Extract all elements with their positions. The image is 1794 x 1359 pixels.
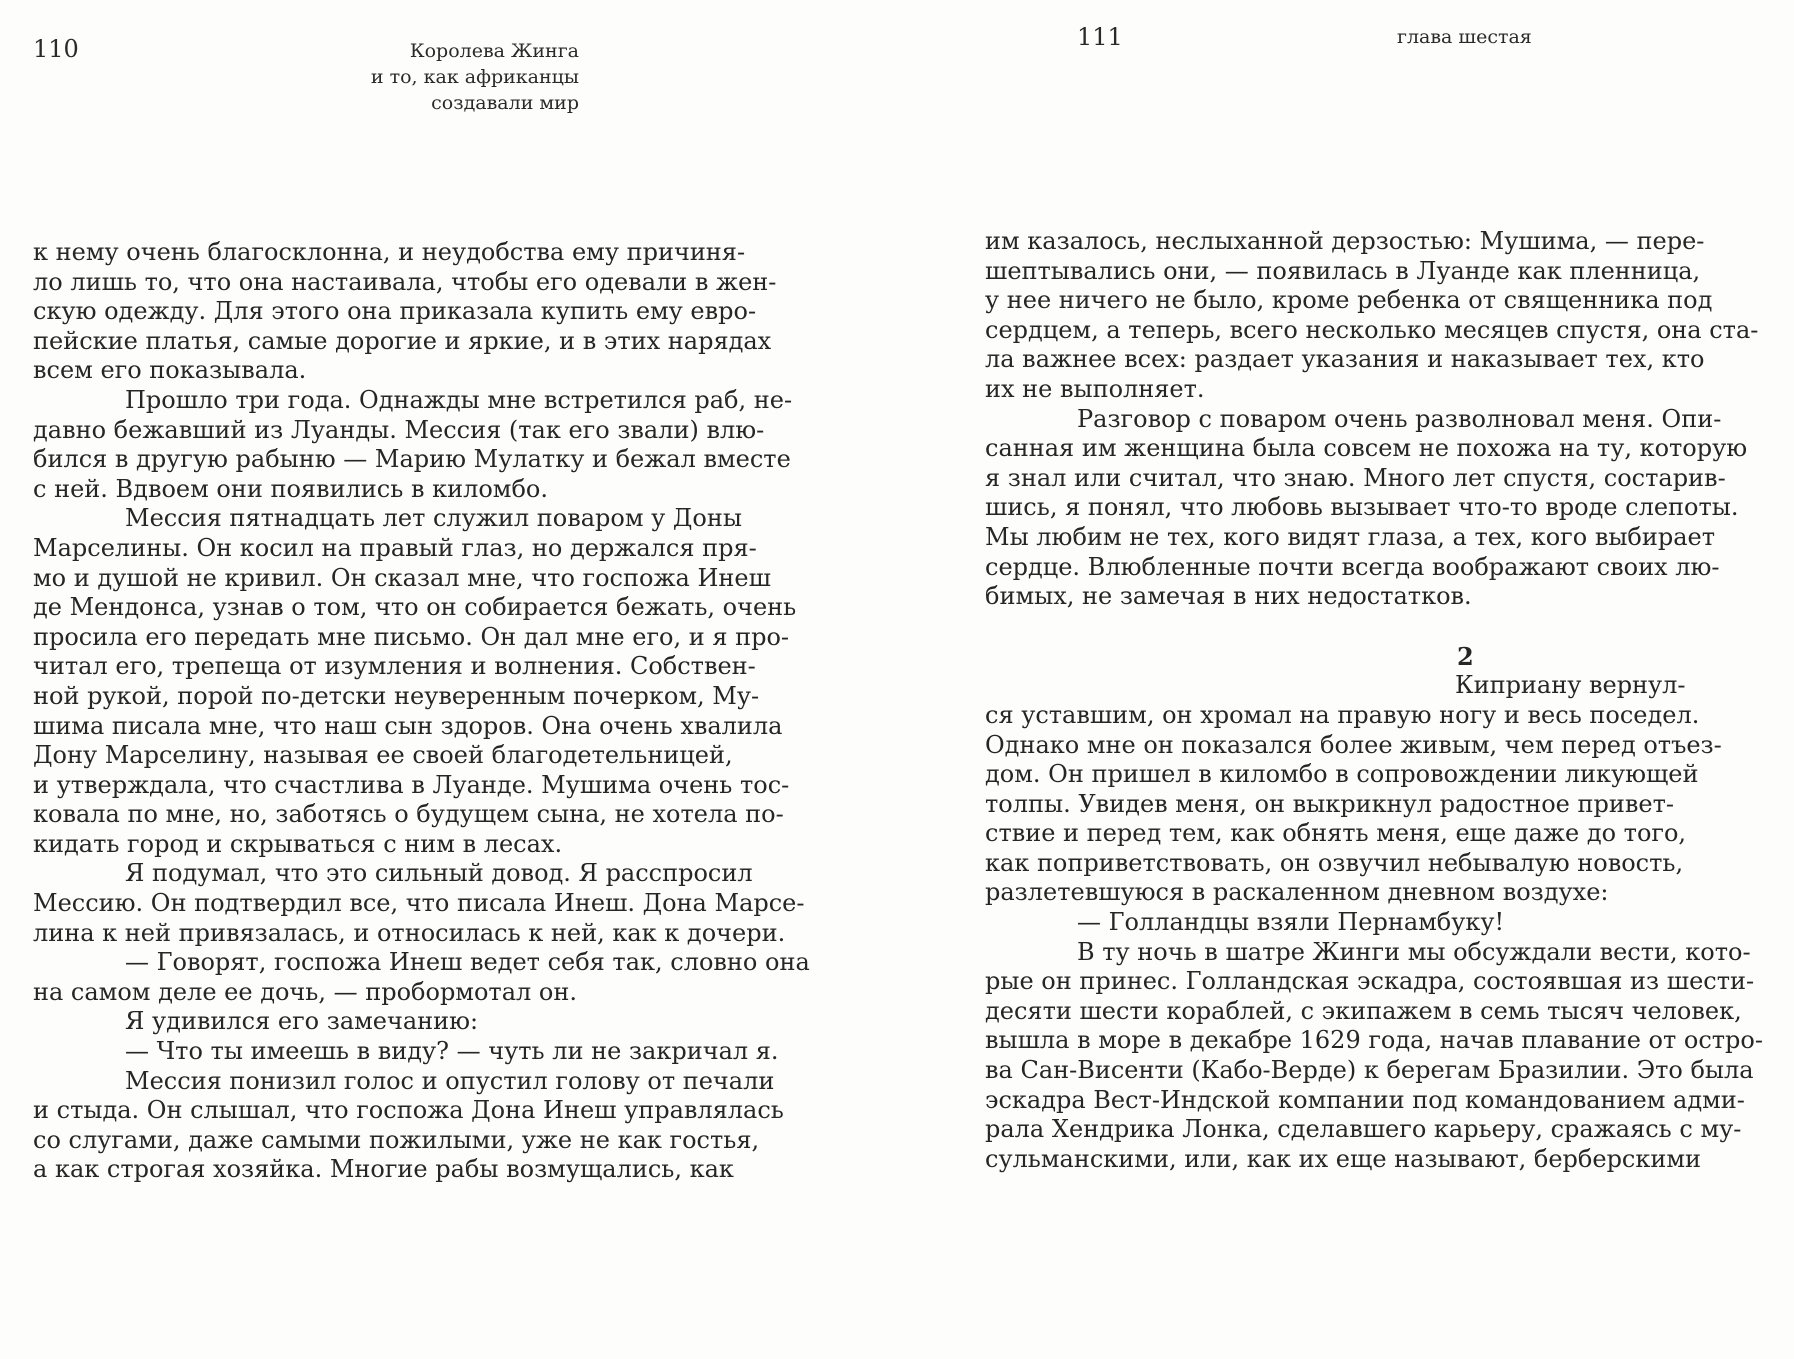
text-line: толпы. Увидев меня, он выкрикнул радостное привет- <box>985 789 1674 818</box>
text-line: у нее ничего не было, кроме ребенка от священника под <box>985 286 1713 315</box>
text-line: сердцем, а теперь, всего несколько месяцев спустя, она ста- <box>985 315 1759 344</box>
text-line: всем его показывала. <box>33 356 307 385</box>
text-line: Мессия пятнадцать лет служил поваром у Доны <box>125 504 742 533</box>
text-line: де Мендонса, узнав о том, что он собирается бежать, очень <box>33 593 797 622</box>
text-line: — Говорят, госпожа Инеш ведет себя так, словно она <box>125 948 810 977</box>
text-line: пейские платья, самые дорогие и яркие, и в этих нарядах <box>33 326 772 355</box>
text-line: Мессия понизил голос и опустил голову от печали <box>125 1066 775 1095</box>
text-line: сульманскими, или, как их еще называют, берберскими <box>985 1144 1702 1173</box>
text-line: сердце. Влюбленные почти всегда воображают своих лю- <box>985 552 1720 581</box>
text-line: к нему очень благосклонна, и неудобства ему причиня- <box>33 238 746 266</box>
text-line: лина к ней привязалась, и относилась к ней, как к дочери. <box>33 918 786 947</box>
left-body-text <box>33 238 823 1185</box>
text-line: — Голландцы взяли Пернамбуку! <box>1077 908 1505 937</box>
text-line: вышла в море в декабре 1629 года, начав плавание от остро- <box>985 1026 1763 1055</box>
text-line: ва Сан-Висенти (Кабо-Верде) к берегам Бразилии. Это была <box>985 1056 1754 1085</box>
text-line: — Что ты имеешь в виду? — чуть ли не закричал я. <box>125 1037 779 1066</box>
text-line: Я подумал, что это сильный довод. Я расспросил <box>125 859 753 888</box>
text-line: Прошло три года. Однажды мне встретился раб, не- <box>125 385 793 414</box>
running-head-line: Королева Жинга <box>409 40 579 62</box>
text-line: десяти шести кораблей, с экипажем в семь тысяч человек, <box>985 996 1742 1025</box>
text-line: их не выполняет. <box>985 374 1205 403</box>
text-line: ла важнее всех: раздает указания и наказывает тех, кто <box>985 345 1705 374</box>
running-head-left <box>371 38 579 116</box>
text-line: Марселины. Он косил на правый глаз, но держался пря- <box>33 533 757 562</box>
text-line: ло лишь то, что она настаивала, чтобы его одевали в жен- <box>33 267 777 296</box>
text-line: дом. Он пришел в киломбо в сопровождении ликующей <box>985 760 1699 789</box>
right-body-text <box>985 227 1775 1174</box>
text-line: со слугами, даже самыми пожилыми, уже не как гостья, <box>33 1125 760 1154</box>
text-line: им казалось, неслыханной дерзостью: Мушима, — пере- <box>985 227 1705 255</box>
right-text-after-section <box>985 701 1775 1175</box>
text-line: эскадра Вест-Индской компании под командованием адми- <box>985 1085 1745 1114</box>
text-line: на самом деле ее дочь, — пробормотал он. <box>33 977 577 1006</box>
text-line: ной рукой, порой по-детски неуверенным почерком, Му- <box>33 681 760 710</box>
text-line: Разговор с поваром очень разволновал меня. Опи- <box>1077 404 1722 433</box>
text-line: а как строгая хозяйка. Многие рабы возмущались, как <box>33 1155 734 1184</box>
text-line: и утверждала, что счастлива в Луанде. Мушима очень тос- <box>33 770 790 799</box>
text-line: Дону Марселину, называя ее своей благодетельницей, <box>33 741 733 770</box>
text-line: рые он принес. Голландская эскадра, состоявшая из шести- <box>985 967 1755 996</box>
text-line: санная им женщина была совсем не похожа на ту, которую <box>985 434 1748 463</box>
text-line: Киприану вернул- <box>1455 671 1686 700</box>
text-line: Однако мне он показался более живым, чем перед отъез- <box>985 730 1722 759</box>
text-line: я знал или считал, что знаю. Много лет спустя, состарив- <box>985 463 1726 492</box>
section-gap <box>985 612 1775 642</box>
text-line: бимых, не замечая в них недостатков. <box>985 582 1472 611</box>
text-line: ся уставшим, он хромал на правую ногу и весь поседел. <box>985 700 1700 729</box>
text-line: бился в другую рабыню — Марию Мулатку и бежал вместе <box>33 445 791 474</box>
text-line: кидать город и скрываться с ним в лесах. <box>33 829 563 858</box>
page-number-right: 111 <box>1077 23 1123 51</box>
text-line: ковала по мне, но, заботясь о будущем сына, не хотела по- <box>33 800 784 829</box>
text-line: шима писала мне, что наш сын здоров. Она очень хвалила <box>33 711 783 740</box>
text-line: давно бежавший из Луанды. Мессия (так его звали) влю- <box>33 415 765 444</box>
text-line: Я удивился его замечанию: <box>125 1007 479 1036</box>
text-line: с ней. Вдвоем они появились в киломбо. <box>33 474 548 503</box>
text-line: читал его, трепеща от изумления и волнения. Собствен- <box>33 652 756 681</box>
text-line: Мы любим не тех, кого видят глаза, а тех, кого выбирает <box>985 522 1716 551</box>
text-line: скую одежду. Для этого она приказала купить ему евро- <box>33 297 757 326</box>
text-line: разлетевшуюся в раскаленном дневном воздухе: <box>985 878 1609 907</box>
running-head-line: создавали мир <box>431 92 579 114</box>
text-line: и стыда. Он слышал, что госпожа Дона Инеш управлялась <box>33 1096 784 1125</box>
text-line: шептывались они, — появилась в Луанде как пленница, <box>985 256 1701 285</box>
running-head-right: глава шестая <box>1397 26 1532 48</box>
text-line: В ту ночь в шатре Жинги мы обсуждали вести, кото- <box>1077 937 1751 966</box>
text-line: просила его передать мне письмо. Он дал мне его, и я про- <box>33 622 790 651</box>
page-number-left: 110 <box>33 35 79 63</box>
right-page <box>897 0 1794 1359</box>
text-line: как поприветствовать, он озвучил небывалую новость, <box>985 848 1684 877</box>
text-line: Мессию. Он подтвердил все, что писала Инеш. Дона Марсе- <box>33 889 805 918</box>
section-number: 2 <box>1457 641 1474 671</box>
running-head-line: и то, как африканцы <box>370 66 579 88</box>
right-text-before-section <box>985 227 1775 612</box>
text-line: мо и душой не кривил. Он сказал мне, что госпожа Инеш <box>33 563 771 592</box>
text-line: ствие и перед тем, как обнять меня, еще даже до того, <box>985 819 1687 848</box>
text-line: рала Хендрика Лонка, сделавшего карьеру, сражаясь с му- <box>985 1115 1742 1144</box>
text-line: шись, я понял, что любовь вызывает что-то вроде слепоты. <box>985 493 1739 522</box>
